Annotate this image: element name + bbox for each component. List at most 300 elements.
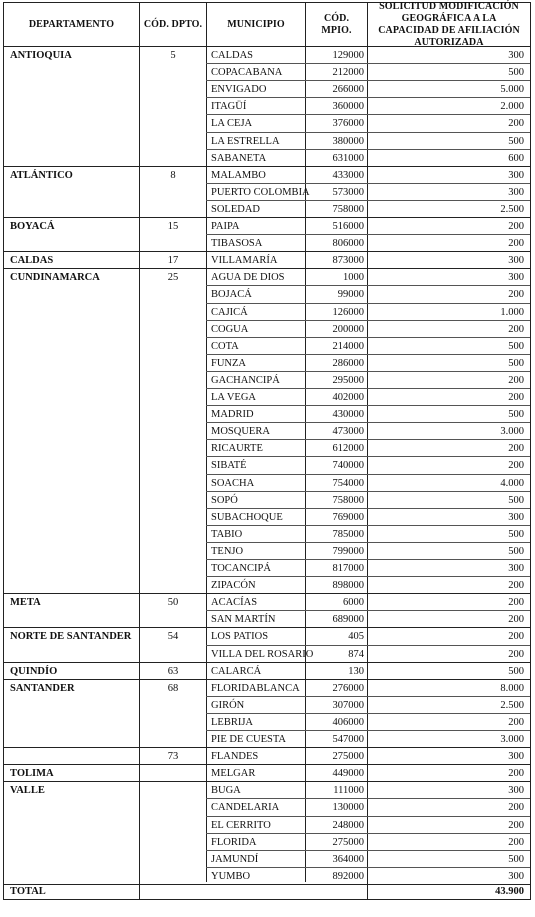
header-departamento: DEPARTAMENTO [28,18,115,30]
cod-mpio-cell: 433000 [332,169,364,181]
cod-mpio-cell: 799000 [332,545,364,557]
table-row [4,663,530,680]
table-row [4,560,530,577]
cod-mpio-cell: 364000 [332,853,364,865]
solicitud-cell: 200 [508,323,524,335]
cod-mpio-cell: 785000 [332,528,364,540]
solicitud-cell: 300 [508,751,524,763]
cod-mpio-cell: 430000 [332,409,364,421]
department-cell [10,714,140,731]
solicitud-cell: 5.000 [500,84,524,96]
solicitud-cell: 200 [508,289,524,301]
table-row [4,406,530,423]
solicitud-cell: 300 [508,186,524,198]
solicitud-cell: 300 [508,563,524,574]
solicitud-cell: 500 [508,340,524,352]
row-divider [206,542,530,543]
municipio-cell: EL CERRITO [211,819,271,831]
cod-mpio-cell: 275000 [332,836,364,848]
row-divider [206,474,530,475]
solicitud-cell: 500 [508,67,524,79]
department-cell [10,321,140,338]
cod-dpto-cell [140,321,206,338]
cod-dpto-cell [140,697,206,714]
solicitud-cell: 200 [508,614,524,626]
department-cell: VALLE [10,785,45,797]
cod-mpio-cell: 111000 [333,785,364,797]
municipio-cell: ENVIGADO [211,84,267,96]
cod-mpio-cell: 307000 [332,699,364,711]
solicitud-cell: 300 [508,50,524,61]
row-divider [206,713,530,714]
table-row [4,218,530,235]
cod-mpio-cell: 547000 [332,734,364,745]
table-row [4,286,530,303]
solicitud-cell: 200 [508,443,524,455]
cod-dpto-cell [140,115,206,132]
solicitud-cell: 300 [508,870,524,882]
table-row [4,714,530,731]
row-divider [206,337,530,338]
municipio-cell: SABANETA [211,152,267,164]
municipio-cell: CANDELARIA [211,802,280,814]
table-row [4,133,530,150]
table-row [4,269,530,286]
cod-mpio-cell: 266000 [332,84,364,96]
department-cell [10,748,140,765]
department-cell [10,235,140,252]
row-divider [4,217,530,218]
municipio-cell: TIBASOSA [211,238,263,250]
row-divider [206,696,530,697]
cod-mpio-cell: 360000 [332,101,364,113]
solicitud-cell: 200 [508,580,524,592]
solicitud-cell: 500 [508,665,524,677]
department-cell [10,440,140,457]
solicitud-cell: 200 [508,819,524,831]
solicitud-cell: 500 [508,853,524,865]
department-cell: QUINDÍO [10,665,58,677]
department-cell: SANTANDER [10,682,75,694]
municipio-cell: MADRID [211,409,254,421]
table-row [4,731,530,748]
cod-mpio-cell: 130 [348,665,364,677]
department-cell [10,475,140,492]
municipio-cell: LOS PATIOS [211,631,269,643]
cod-dpto-cell: 25 [167,272,179,284]
table-row [4,543,530,560]
cod-dpto-cell [140,235,206,252]
department-cell [10,834,140,851]
department-cell: CALDAS [10,255,54,267]
municipio-cell: PIE DE CUESTA [211,734,286,745]
table-row [4,321,530,338]
row-divider [4,251,530,252]
cod-mpio-cell: 873000 [332,255,364,267]
row-divider [206,80,530,81]
cod-mpio-cell: 740000 [332,460,364,472]
table-row [4,201,530,218]
cod-mpio-cell: 212000 [332,67,364,79]
cod-mpio-cell: 275000 [332,751,364,763]
table-row [4,372,530,389]
cod-mpio-cell: 214000 [332,340,364,352]
table-row [4,680,530,697]
solicitud-cell: 200 [508,802,524,814]
cod-mpio-cell: 99000 [337,289,364,301]
cod-dpto-cell [140,851,206,868]
total-label: TOTAL [10,886,46,897]
row-divider [206,200,530,201]
municipio-cell: CALDAS [211,50,254,61]
cod-dpto-cell [140,543,206,560]
row-divider [206,798,530,799]
department-cell [10,81,140,98]
table-row [4,765,530,782]
municipio-cell: COPACABANA [211,67,283,79]
table-row [4,748,530,765]
municipio-cell: ACACÍAS [211,597,258,609]
row-divider [206,816,530,817]
department-cell [10,372,140,389]
cod-dpto-cell: 8 [170,169,176,181]
cod-mpio-cell: 874 [348,648,364,660]
cod-dpto-cell: 63 [167,665,179,677]
cod-dpto-cell [140,372,206,389]
solicitud-cell: 500 [508,528,524,540]
row-divider [4,747,530,748]
cod-mpio-cell: 1000 [343,272,364,284]
table-row [4,782,530,799]
cod-mpio-cell: 516000 [332,221,364,232]
department-cell [10,731,140,748]
cod-mpio-cell: 758000 [332,494,364,506]
cod-dpto-cell [140,646,206,663]
row-divider [206,183,530,184]
municipio-cell: FUNZA [211,357,247,369]
cod-dpto-cell [140,457,206,474]
municipio-cell: AGUA DE DIOS [211,272,285,284]
solicitud-cell: 4.000 [500,477,524,489]
department-cell [10,611,140,628]
department-cell [10,457,140,474]
table-row [4,457,530,474]
table-row [4,492,530,509]
municipio-cell: YUMBO [211,870,251,882]
department-cell [10,560,140,577]
department-cell [10,697,140,714]
table-row [4,64,530,81]
cod-dpto-cell: 5 [170,50,176,61]
cod-mpio-cell: 129000 [332,50,364,61]
cod-dpto-cell [140,355,206,372]
solicitud-cell: 200 [508,221,524,232]
municipio-cell: LA VEGA [211,392,257,403]
cod-mpio-cell: 6000 [343,597,364,609]
table-row [4,594,530,611]
cod-dpto-cell [140,475,206,492]
municipio-cell: CAJICÁ [211,306,248,318]
table-row [4,252,530,269]
row-divider [206,149,530,150]
municipio-cell: JAMUNDÍ [211,853,259,865]
municipio-cell: SAN MARTÍN [211,614,276,626]
municipio-cell: BOJACÁ [211,289,252,301]
cod-dpto-cell: 54 [167,631,179,643]
table-row [4,526,530,543]
cod-dpto-cell: 17 [167,255,179,267]
municipio-cell: MOSQUERA [211,426,270,438]
table-row [4,423,530,440]
cod-dpto-cell [140,304,206,321]
department-cell [10,98,140,115]
solicitud-cell: 500 [508,409,524,421]
cod-mpio-cell: 892000 [332,870,364,882]
row-divider [206,833,530,834]
row-divider [206,422,530,423]
municipio-cell: MELGAR [211,768,256,780]
municipio-cell: TOCANCIPÁ [211,563,271,574]
table-row [4,338,530,355]
table-row [4,389,530,406]
department-cell [10,150,140,167]
row-divider [206,63,530,64]
municipio-cell: MALAMBO [211,169,266,181]
cod-mpio-cell: 754000 [332,477,364,489]
row-divider [206,525,530,526]
municipio-cell: VILLAMARÍA [211,255,278,267]
municipio-cell: ZIPACÓN [211,580,256,592]
row-divider [4,764,530,765]
department-cell: NORTE DE SANTANDER [10,631,132,643]
cod-mpio-cell: 898000 [332,580,364,592]
municipio-cell: SOLEDAD [211,203,260,215]
department-cell [10,389,140,406]
department-cell [10,286,140,303]
municipio-cell: GACHANCIPÁ [211,374,280,386]
cod-dpto-cell [140,731,206,748]
cod-dpto-cell: 73 [167,751,179,763]
row-divider [4,166,530,167]
row-divider [206,132,530,133]
municipio-cell: CALARCÁ [211,665,262,677]
department-cell [10,184,140,201]
table-row [4,440,530,457]
row-divider [206,559,530,560]
cod-dpto-cell [140,526,206,543]
table-row [4,167,530,184]
municipio-cell: LA CEJA [211,118,253,130]
solicitud-cell: 1.000 [500,306,524,318]
table-row [4,509,530,526]
municipio-cell: COGUA [211,323,249,335]
cod-dpto-cell [140,81,206,98]
department-cell [10,492,140,509]
department-cell: BOYACÁ [10,221,55,232]
cod-dpto-cell [140,492,206,509]
department-cell [10,304,140,321]
cod-dpto-cell [140,560,206,577]
municipio-cell: TENJO [211,545,244,557]
row-divider [206,730,530,731]
solicitud-cell: 600 [508,152,524,164]
row-divider [4,679,530,680]
cod-dpto-cell [140,338,206,355]
cod-dpto-cell [140,133,206,150]
solicitud-cell: 200 [508,716,524,728]
cod-mpio-cell: 573000 [332,186,364,198]
cod-mpio-cell: 612000 [332,443,364,455]
cod-dpto-cell [140,286,206,303]
solicitud-cell: 3.000 [500,734,524,745]
cod-mpio-cell: 817000 [332,563,364,574]
solicitud-cell: 200 [508,631,524,643]
row-divider [206,610,530,611]
row-divider [206,114,530,115]
total-value: 43.900 [495,886,524,897]
municipio-cell: SOPÓ [211,494,238,506]
municipio-cell: FLORIDA [211,836,257,848]
solicitud-cell: 300 [508,255,524,267]
solicitud-cell: 3.000 [500,426,524,438]
cod-mpio-cell: 405 [348,631,364,643]
row-divider [206,456,530,457]
solicitud-cell: 500 [508,545,524,557]
row-divider [206,439,530,440]
department-cell: CUNDINAMARCA [10,272,100,284]
cod-mpio-cell: 130000 [332,802,364,814]
municipio-cell: SIBATÉ [211,460,247,472]
cod-mpio-cell: 631000 [332,152,364,164]
table-header [4,0,530,48]
table-row [4,817,530,834]
row-divider [4,593,530,594]
cod-mpio-cell: 473000 [332,426,364,438]
department-cell [10,115,140,132]
table-row [4,628,530,645]
department-cell [10,543,140,560]
header-cod-dpto: CÓD. DPTO. [143,18,203,30]
row-divider [206,388,530,389]
cod-mpio-cell: 769000 [332,511,364,523]
cod-dpto-cell: 15 [167,221,179,232]
table-row [4,81,530,98]
cod-mpio-cell: 248000 [332,819,364,831]
table-row [4,115,530,132]
municipio-cell: RICAURTE [211,443,263,455]
solicitud-cell: 500 [508,357,524,369]
row-divider [206,234,530,235]
cod-mpio-cell: 449000 [332,768,364,780]
solicitud-cell: 200 [508,118,524,130]
department-cell [10,406,140,423]
cod-dpto-cell [140,834,206,851]
cod-dpto-cell [140,150,206,167]
municipio-cell: VILLA DEL ROSARIO [211,648,314,660]
solicitud-cell: 2.500 [500,699,524,711]
cod-mpio-cell: 376000 [332,118,364,130]
row-divider [206,303,530,304]
department-cell [10,646,140,663]
cod-dpto-cell [140,389,206,406]
solicitud-cell: 300 [508,169,524,181]
table-row [4,475,530,492]
table-row [4,577,530,594]
cod-mpio-cell: 286000 [332,357,364,369]
department-cell [10,355,140,372]
solicitud-cell: 500 [508,494,524,506]
cod-dpto-cell [140,64,206,81]
cod-dpto-cell [140,201,206,218]
department-cell: ANTIOQUIA [10,50,72,61]
cod-mpio-cell: 126000 [332,306,364,318]
department-cell [10,338,140,355]
total-row [4,883,530,900]
table-row [4,355,530,372]
table-row [4,150,530,167]
table-row [4,98,530,115]
department-cell [10,817,140,834]
cod-mpio-cell: 689000 [332,614,364,626]
row-divider [206,285,530,286]
cod-dpto-cell [140,782,206,799]
department-cell [10,201,140,218]
department-cell [10,133,140,150]
solicitud-cell: 200 [508,238,524,250]
solicitud-cell: 200 [508,648,524,660]
solicitud-cell: 300 [508,511,524,523]
cod-mpio-cell: 380000 [332,135,364,147]
municipio-cell: BUGA [211,785,241,797]
department-cell [10,423,140,440]
row-divider [206,97,530,98]
row-divider [206,576,530,577]
municipio-cell: FLORIDABLANCA [211,682,300,694]
municipio-cell: FLANDES [211,751,259,763]
row-divider [206,491,530,492]
solicitud-cell: 300 [508,785,524,797]
cod-dpto-cell [140,714,206,731]
table-row [4,799,530,816]
table-row [4,611,530,628]
cod-mpio-cell: 806000 [332,238,364,250]
cod-mpio-cell: 295000 [332,374,364,386]
solicitud-cell: 200 [508,597,524,609]
table-row [4,235,530,252]
municipio-cell: TABIO [211,528,243,540]
row-divider [4,627,530,628]
cod-dpto-cell [140,799,206,816]
cod-dpto-cell: 68 [167,682,179,694]
table-row [4,697,530,714]
cod-mpio-cell: 200000 [332,323,364,335]
department-cell: ATLÁNTICO [10,169,73,181]
department-cell: TOLIMA [10,768,54,780]
row-divider [206,645,530,646]
municipio-cell: SUBACHOQUE [211,511,283,523]
allocation-table [3,2,531,900]
solicitud-cell: 200 [508,836,524,848]
solicitud-cell: 8.000 [500,682,524,694]
department-cell [10,526,140,543]
cod-mpio-cell: 406000 [332,716,364,728]
cod-dpto-cell [140,440,206,457]
row-divider [206,405,530,406]
row-divider [206,850,530,851]
row-divider [4,781,530,782]
municipio-cell: COTA [211,340,239,352]
row-divider [206,320,530,321]
